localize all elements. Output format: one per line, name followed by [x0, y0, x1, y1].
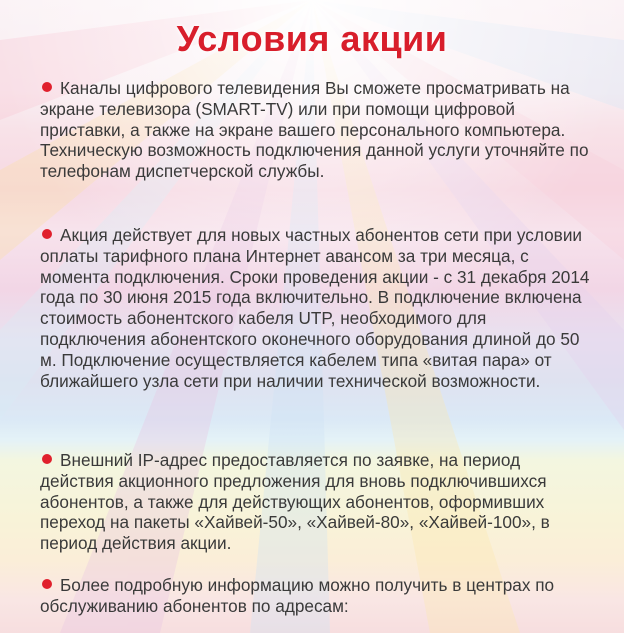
paragraph-promo-terms	[40, 225, 592, 391]
paragraph-text: Каналы цифрового телевидения Вы сможете просматривать на экране телевизора (SMART-TV) или при помощи цифровой приставки, а также на экране вашего персонального компьютера. Техническую возможность подключения данной услуги уточняйте по телефонам диспетчерской службы.	[40, 78, 589, 182]
paragraph-more-info	[40, 575, 592, 617]
paragraph-text: Внешний IP-адрес предоставляется по заявке, на период действия акционного предложения для вновь подключившихся абонентов, а также для действующих абонентов, оформивших переход на пакеты «Хайвей-50», «Хайвей-80», «Хайвей-100», в период действия акции.	[40, 450, 550, 554]
bullet-icon	[42, 229, 52, 239]
paragraph-ip-address	[40, 450, 592, 554]
paragraph-tv-channels	[40, 78, 592, 182]
bullet-icon	[42, 579, 52, 589]
bullet-icon	[42, 454, 52, 464]
paragraph-text: Акция действует для новых частных абонентов сети при условии оплаты тарифного плана Интернет авансом за три месяца, с момента подключения. Сроки проведения акции - с 31 декабря 2014 года по 30 июня 2015 года включительно. В подключение включена стоимость абонентского кабеля UTP, необходимого для подключения абонентского оконечного оборудования длиной до 50 м. Подключение осуществляется кабелем типа «витая пара» от ближайшего узла сети при наличии технической возможности.	[40, 225, 590, 391]
paragraph-text: Более подробную информацию можно получить в центрах по обслуживанию абонентов по адресам:	[40, 575, 555, 616]
bullet-icon	[42, 82, 52, 92]
page-title: Условия акции	[176, 18, 448, 59]
